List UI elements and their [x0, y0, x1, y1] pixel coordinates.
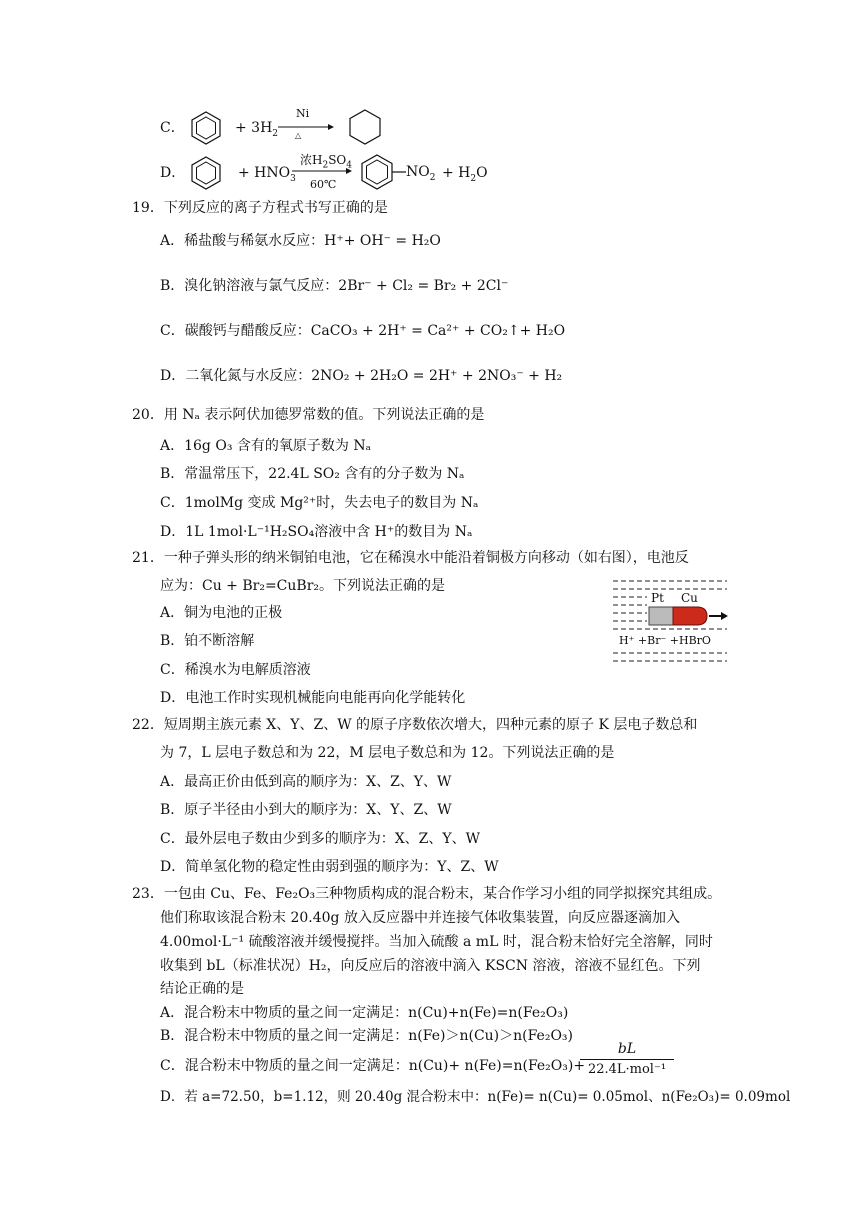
battery-solution-label: H⁺ +Br⁻ +HBrO: [619, 634, 711, 647]
q18-d-label: D．: [160, 165, 186, 181]
pt-electrode: [649, 607, 673, 625]
q18-c-label: C．: [160, 120, 185, 136]
q23-stem-line4: 收集到 bL（标准状况）H₂，向反应后的溶液中滴入 KSCN 溶液，溶液不显红色。下列: [160, 958, 701, 974]
battery-cu-label: Cu: [681, 591, 698, 605]
q21-stem-line1: 21．一种子弹头形的纳米铜铂电池，它在稀溴水中能沿着铜极方向移动（如右图），电池反: [132, 550, 689, 566]
q21-option-a: A．铜为电池的正极: [160, 605, 283, 621]
q18-d-catalyst: 浓$H_2SO_4$: [300, 153, 352, 171]
q19-option-d: D．二氧化氮与水反应：2NO₂ + 2H₂O = 2H⁺ + 2NO₃⁻ + H₂: [160, 368, 563, 384]
q20-option-a: A．16g O₃ 含有的氧原子数为 Nₐ: [160, 438, 371, 454]
q18-d-water: + $H_2O$: [442, 165, 488, 184]
q23-c-fraction: [580, 1040, 674, 1079]
q23-stem-line1: 23．一包由 Cu、Fe、Fe₂O₃三种物质构成的混合粉末，某合作学习小组的同学拟探究其组成。: [132, 886, 722, 902]
q19-option-c: C．碳酸钙与醋酸反应：CaCO₃ + 2H⁺ = Ca²⁺ + CO₂↑+ H₂O: [160, 323, 566, 339]
q19-option-a: A．稀盐酸与稀氨水反应：H⁺+ OH⁻ = H₂O: [160, 233, 441, 249]
q18-d-no2: $NO_2$: [406, 164, 436, 183]
cyclohexane-ring: [346, 108, 384, 146]
q18-c-catalyst: Ni: [296, 107, 310, 120]
reaction-arrow-c: [278, 122, 334, 132]
fraction-denominator: 22.4L·mol⁻¹: [587, 1062, 667, 1077]
q21-option-b: B．铂不断溶解: [160, 633, 255, 649]
q23-option-c: C．混合粉末中物质的量之间一定满足：n(Cu)+ n(Fe)=n(Fe₂O₃)+: [160, 1058, 586, 1074]
q21-option-d: D．电池工作时实现机械能向电能再向化学能转化: [160, 690, 466, 706]
battery-pt-label: Pt: [651, 591, 664, 605]
benzene-ring-d: [188, 155, 224, 191]
q22-option-a: A．最高正价由低到高的顺序为：X、Z、Y、W: [160, 774, 452, 790]
cu-electrode: [673, 607, 707, 625]
q23-option-a: A．混合粉末中物质的量之间一定满足：n(Cu)+n(Fe)=n(Fe₂O₃): [160, 1005, 569, 1021]
q18-c-heat: △: [295, 131, 302, 140]
q21-stem-line2: 应为：Cu + Br₂=CuBr₂。下列说法正确的是: [160, 578, 446, 594]
q20-option-b: B．常温常压下，22.4L SO₂ 含有的分子数为 Nₐ: [160, 466, 465, 482]
q20-stem: 20．用 Nₐ 表示阿伏加德罗常数的值。下列说法正确的是: [132, 407, 485, 423]
benzene-ring-c: [188, 110, 224, 146]
q19-option-b: B．溴化钠溶液与氯气反应：2Br⁻ + Cl₂ = Br₂ + 2Cl⁻: [160, 278, 509, 294]
q23-stem-line3: 4.00mol·L⁻¹ 硫酸溶液并缓慢搅拌。当加入硫酸 a mL 时，混合粉末恰好完全溶解，同时: [160, 934, 713, 950]
q22-option-b: B．原子半径由小到大的顺序为：X、Y、Z、W: [160, 802, 452, 818]
q21-option-c: C．稀溴水为电解质溶液: [160, 662, 311, 678]
battery-figure: [611, 577, 729, 663]
q23-option-b: B．混合粉末中物质的量之间一定满足：n(Fe)＞n(Cu)＞n(Fe₂O₃): [160, 1028, 574, 1044]
q23-option-d: D．若 a=72.50，b=1.12，则 20.40g 混合粉末中：n(Fe)= n(Cu)= 0.05mol、n(Fe₂O₃)= 0.09mol: [160, 1089, 791, 1105]
q22-stem-line1: 22．短周期主族元素 X、Y、Z、W 的原子序数依次增大，四种元素的原子 K 层电子数总和: [132, 717, 698, 733]
fraction-numerator: bL: [617, 1041, 637, 1057]
q19-stem: 19．下列反应的离子方程式书写正确的是: [132, 200, 388, 216]
q22-stem-line2: 为 7，L 层电子数总和为 22，M 层电子数总和为 12。下列说法正确的是: [160, 745, 615, 761]
q20-option-c: C．1molMg 变成 Mg²⁺时，失去电子的数目为 Nₐ: [160, 495, 479, 511]
q18-d-reagent: + $HNO_3$: [238, 165, 296, 184]
q22-option-d: D．简单氢化物的稳定性由弱到强的顺序为：Y、Z、W: [160, 859, 499, 875]
q18-c-reagent: + $3H_2$: [235, 120, 279, 139]
q20-option-d: D．1L 1mol·L⁻¹H₂SO₄溶液中含 H⁺的数目为 Nₐ: [160, 524, 473, 540]
fraction-bar: [580, 1059, 674, 1060]
q22-option-c: C．最外层电子数由少到多的顺序为：X、Z、Y、W: [160, 831, 481, 847]
q18-d-temp: 60℃: [310, 178, 337, 191]
q23-stem-line5: 结论正确的是: [160, 981, 244, 997]
q23-stem-line2: 他们称取该混合粉末 20.40g 放入反应器中并连接气体收集装置，向反应器逐滴加入: [160, 910, 680, 926]
battery-diagram: [611, 577, 729, 663]
